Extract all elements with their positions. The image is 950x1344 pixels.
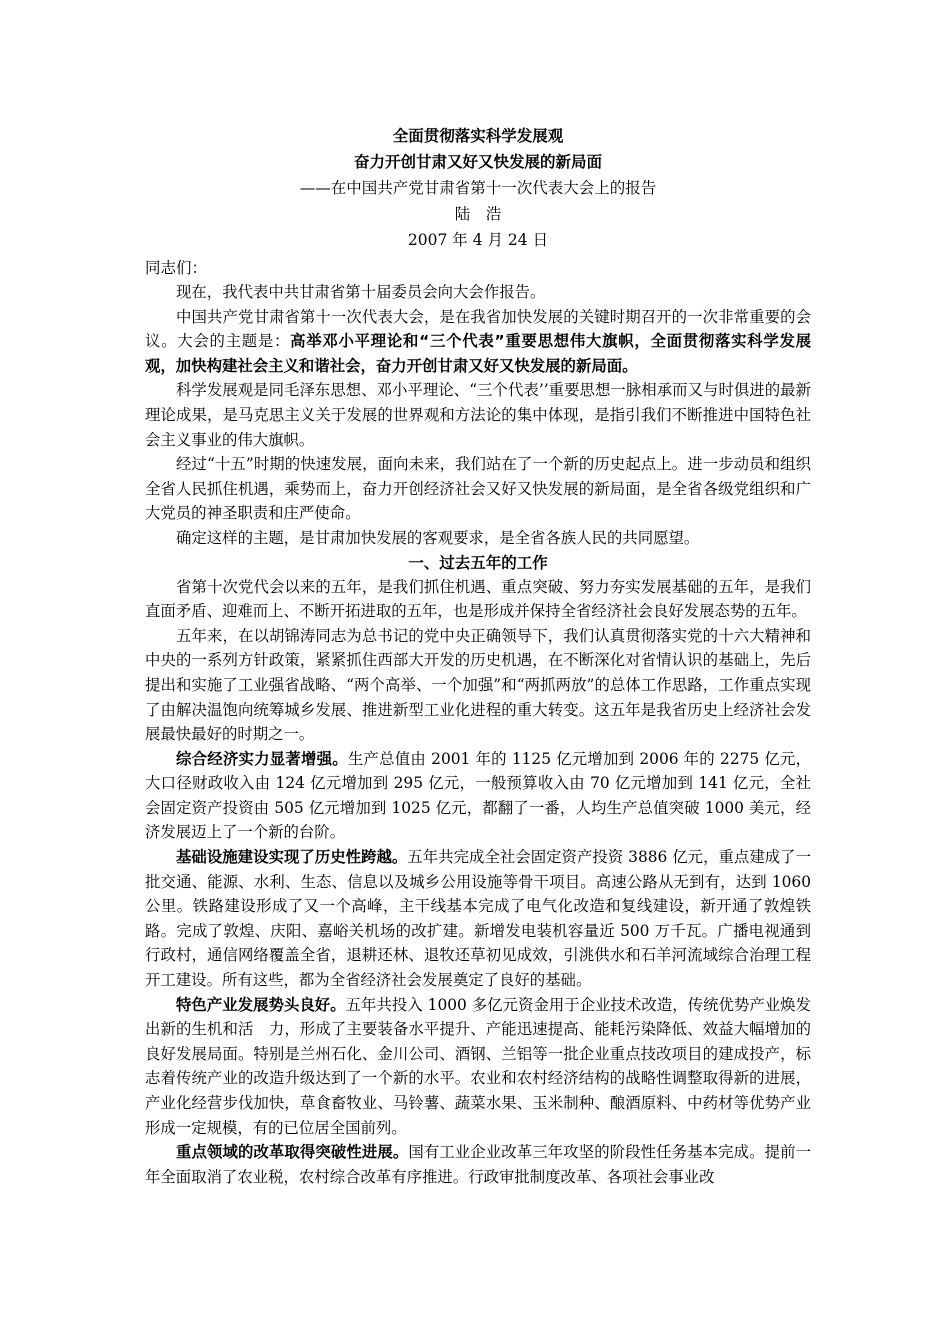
section-heading: 一、过去五年的工作 [408,553,548,572]
paragraph-text: 中国共产党甘肃省第十一次代表大会，是在我省加快发展的关键时期召开的一次非常重要的会议。大会的主题是： [145,307,811,351]
document-author: 陆 浩 [454,205,502,223]
section-paragraph-3 [145,747,811,845]
paragraph-lead: 基础设施建设实现了历史性跨越。 [176,848,408,867]
document-subtitle: ——在中国共产党甘肃省第十一次代表大会上的报告 [299,179,657,197]
paragraph-text: 现在，我代表中共甘肃省第十届委员会向大会作报告。 [176,283,546,301]
intro-paragraph-3 [145,378,811,452]
section-paragraph-4 [145,845,811,993]
document-date: 2007 年 4 月 24 日 [407,231,549,249]
paragraph-text: 科学发展观是同毛泽东思想、邓小平理论、“三个代表’’重要思想一脉相承而又与时俱进的最新理论成果，是马克思主义关于发展的世界观和方法论的集中体现，是指引我们不断推进中国特色社会主义事业的伟大旗帜。 [145,381,811,449]
salutation: 同志们： [145,259,208,277]
section-paragraph-6 [145,1140,811,1189]
paragraph-text: 确定这样的主题，是甘肃加快发展的客观要求，是全省各族人民的共同愿望。 [176,528,700,547]
document-title-line1: 全面贯彻落实科学发展观 [392,127,564,145]
paragraph-text: 五年来，在以胡锦涛同志为总书记的党中央正确领导下，我们认真贯彻落实党的十六大精神和中央的一系列方针政策，紧紧抓住西部大开发的历史机遇，在不断深化对省情认识的基础上，先后提出和实施了工业强省战略、“两个高举、一个加强”和“两抓两放”的总体工作思路，工作重点实现了由解决温饱向统筹城乡发展、推进新型工业化进程的重大转变。这五年是我省历史上经济社会发展最快最好的时期之一。 [145,626,811,744]
theme-bold-text: 高举邓小平理论和“三个代表”重要思想伟大旗帜，全面贯彻落实科学发展观，加快构建社会主义和谐社会，奋力开创甘肃又好又快发展的新局面。 [145,332,811,375]
paragraph-text: 生产总值由 2001 年的 1125 亿元增加到 2006 年的 2275 亿元，大口径财政收入由 124 亿元增加到 295 亿元，一般预算收入由 70 亿元增加到 141 亿元，全社会固定资产投资由 505 亿元增加到 1025 亿元，都翻了一番，人均生产总值突破 1000 美元，经济发展迈上了一个新的台阶。 [145,749,811,842]
paragraph-lead: 综合经济实力显著增强。 [176,749,348,768]
document-title-line2: 奋力开创甘肃又好又快发展的新局面 [353,153,602,171]
section-paragraph-2 [145,624,811,747]
section-paragraph-5 [145,993,811,1141]
document-page [145,118,811,1189]
paragraph-lead: 特色产业发展势头良好。 [176,995,346,1014]
section-paragraph-1 [145,575,811,624]
section-1-body [145,575,811,1190]
paragraph-text: 经过“十五”时期的快速发展，面向未来，我们站在了一个新的历史起点上。进一步动员和组织全省人民抓住机遇，乘势而上，奋力开创经济社会又好又快发展的新局面，是全省各级党组织和广大党员的神圣职责和庄严使命。 [145,455,811,523]
paragraph-text: 省第十次党代会以来的五年，是我们抓住机遇、重点突破、努力夯实发展基础的五年，是我们直面矛盾、迎难而上、不断开拓进取的五年，也是形成并保持全省经济社会良好发展态势的五年。 [145,577,811,621]
paragraph-lead: 重点领域的改革取得突破性进展。 [176,1143,409,1162]
intro-paragraph-2 [145,305,811,379]
intro-paragraph-4 [145,452,811,526]
paragraph-text: 五年共投入 1000 多亿元资金用于企业技术改造，传统优势产业焕发出新的生机和活 力，形成了主要装备水平提升、产能迅速提高、能耗污染降低、效益大幅增加的良好发展局面。特别是兰州石化、金川公司、酒钢、兰铝等一批企业重点技改项目的建成投产，标志着传统产业的改造升级达到了一个新的水平。农业和农村经济结构的战略性调整取得新的进展，产业化经营步伐加快，草食畜牧业、马铃薯、蔬菜水果、玉米制种、酿酒原料、中药材等优势产业形成一定规模，有的已位居全国前列。 [145,995,811,1137]
paragraph-text: 国有工业企业改革三年攻坚的阶段性任务基本完成。提前一年全面取消了农业税，农村综合改革有序推进。行政审批制度改革、各项社会事业改 [145,1143,811,1186]
intro-paragraph-5 [145,526,811,551]
paragraph-text: 五年共完成全社会固定资产投资 3886 亿元，重点建成了一批交通、能源、水利、生态、信息以及城乡公用设施等骨干项目。高速公路从无到有，达到 1060 公里。铁路建设形成了又一个高峰，主干线基本完成了电气化改造和复线建设，新开通了敦煌铁路。完成了敦煌、庆阳、嘉峪关机场的改扩建。新增发电装机容量近 500 万千瓦。广播电视通到行政村，通信网络覆盖全省，退耕还林、退牧还草初见成效，引洮供水和石羊河流域综合治理工程开工建设。所有这些，都为全省经济社会发展奠定了良好的基础。 [145,848,811,990]
intro-paragraph-1 [145,280,811,305]
intro-section [145,280,811,551]
